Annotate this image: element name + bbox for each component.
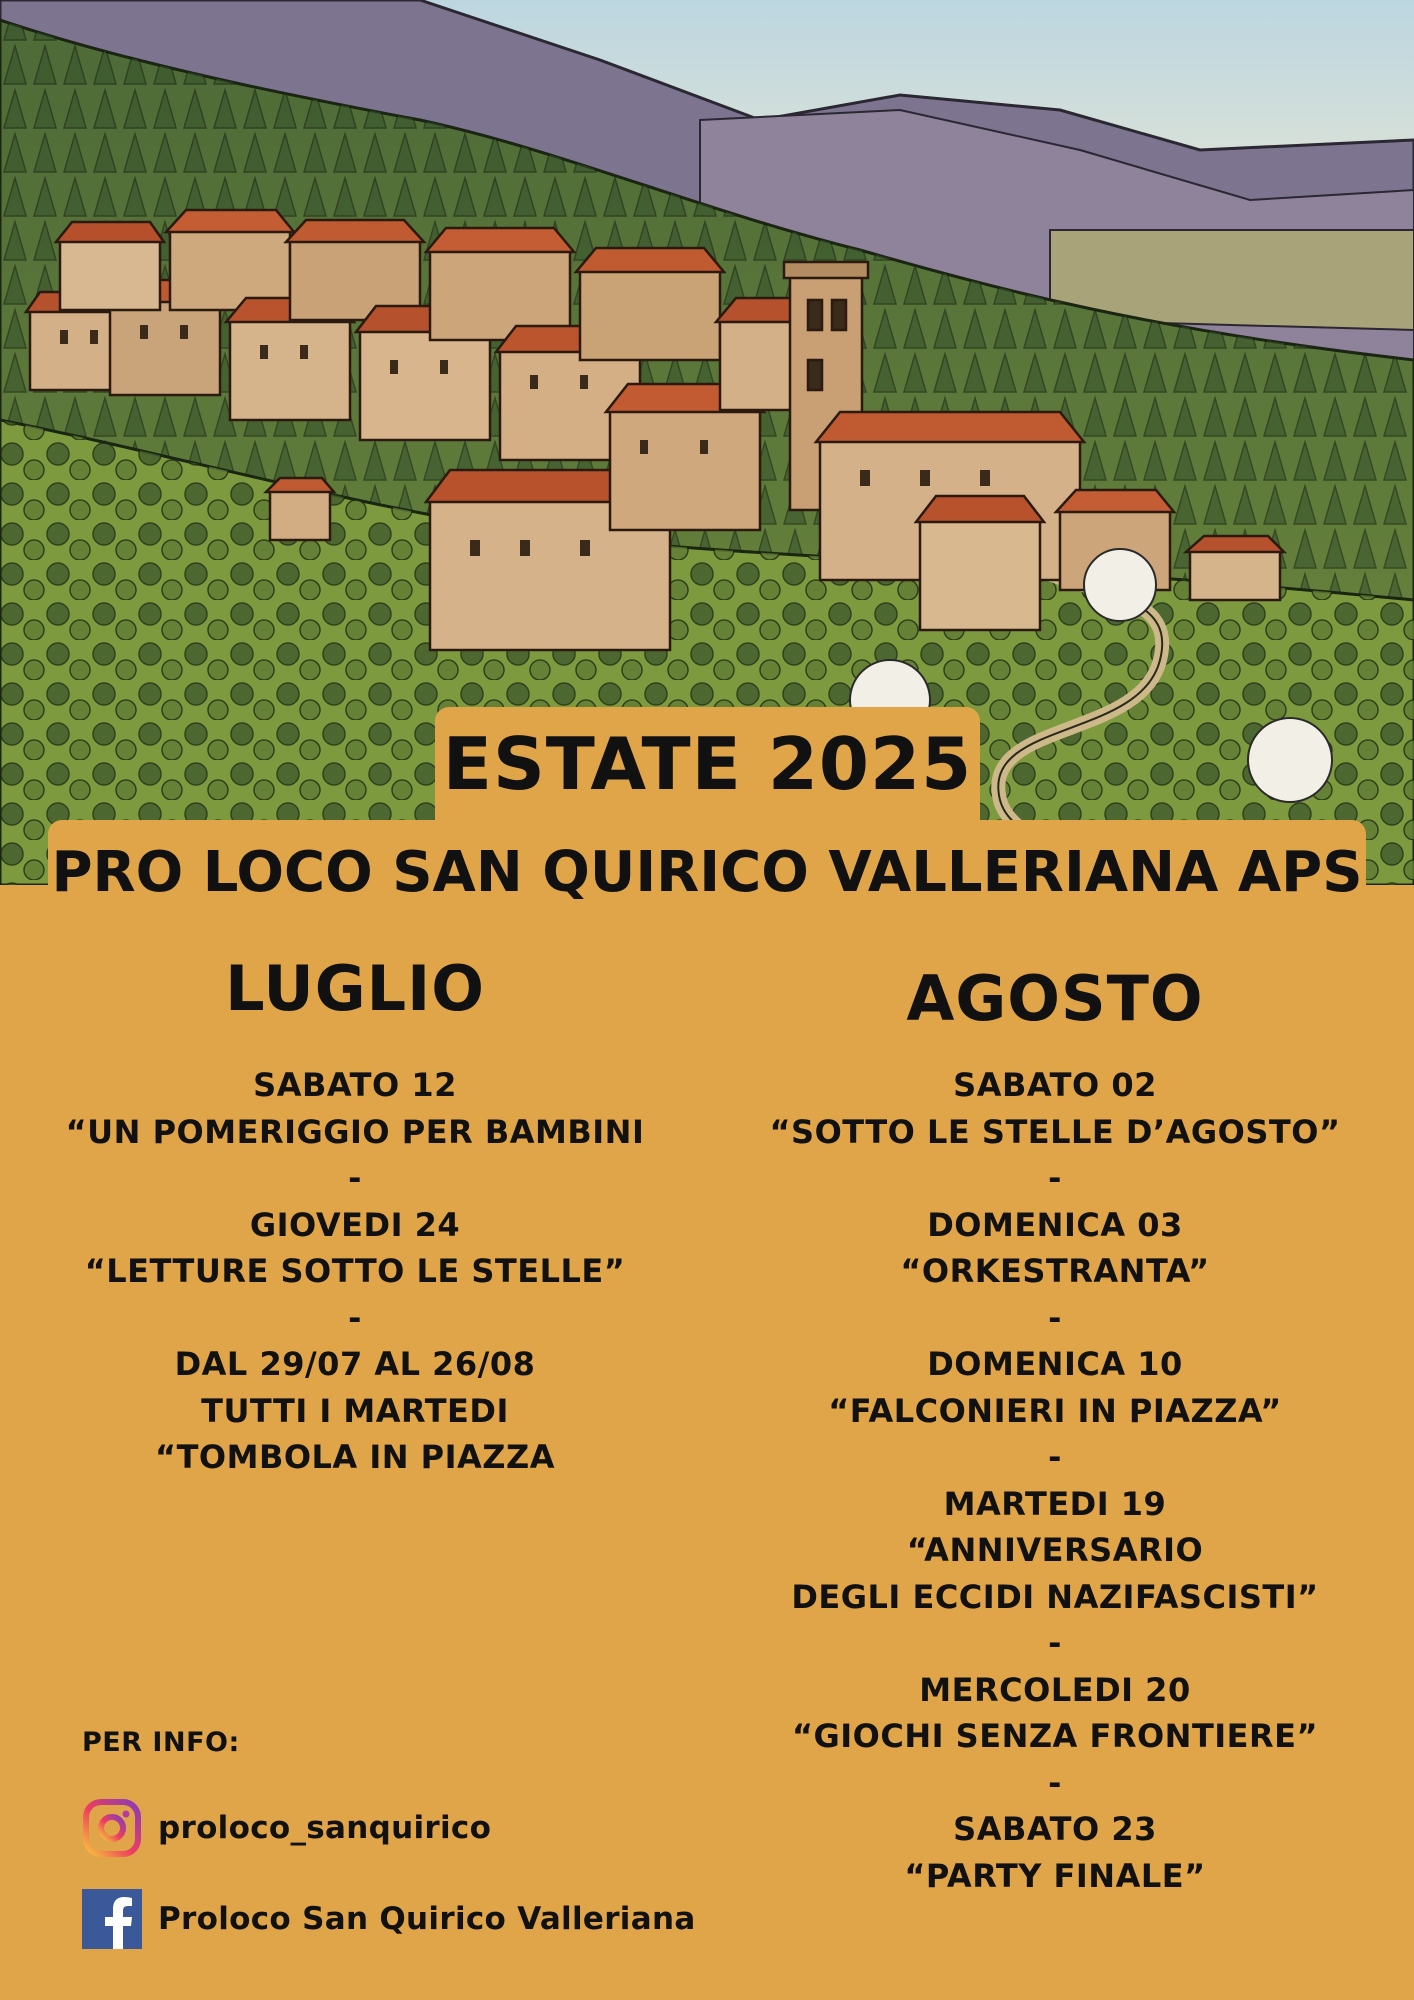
event-line: SABATO 23: [953, 1810, 1157, 1848]
event-line: “FALCONIERI IN PIAZZA”: [828, 1391, 1282, 1430]
facebook-name: Proloco San Quirico Valleriana: [158, 1901, 696, 1937]
luglio-column: [40, 952, 670, 1481]
event-title: ESTATE 2025: [442, 722, 973, 806]
event-line: DOMENICA 10: [927, 1345, 1183, 1383]
event-separator: -: [1048, 1159, 1062, 1197]
instagram-handle: proloco_sanquirico: [158, 1810, 492, 1846]
event-separator: -: [348, 1298, 362, 1337]
event-line: MERCOLEDI 20: [919, 1670, 1191, 1709]
event-line: “GIOCHI SENZA FRONTIERE”: [791, 1717, 1319, 1755]
event-separator: -: [1048, 1438, 1062, 1476]
event-line: SABATO 02: [953, 1066, 1157, 1104]
event-separator: -: [348, 1159, 362, 1197]
event-line: “UN POMERIGGIO PER BAMBINI: [65, 1112, 645, 1151]
month-heading-agosto: AGOSTO: [906, 962, 1204, 1035]
event-line: TUTTI I MARTEDI: [201, 1391, 509, 1430]
facebook-link[interactable]: [82, 1889, 696, 1949]
event-separator: -: [1048, 1763, 1062, 1802]
organization-name: PRO LOCO SAN QUIRICO VALLERIANA APS: [51, 840, 1363, 905]
event-separator: -: [1048, 1298, 1062, 1337]
event-line: DOMENICA 03: [927, 1205, 1183, 1244]
luglio-events: [40, 1062, 670, 1481]
event-line: “SOTTO LE STELLE D’AGOSTO”: [769, 1112, 1341, 1151]
info-heading: PER INFO:: [82, 1727, 240, 1758]
instagram-link[interactable]: [82, 1798, 491, 1858]
facebook-icon: [82, 1889, 142, 1949]
event-line: SABATO 12: [253, 1066, 457, 1104]
event-line: “PARTY FINALE”: [904, 1856, 1206, 1895]
event-line: GIOVEDI 24: [249, 1205, 461, 1244]
agosto-events: [735, 1062, 1375, 1899]
event-line: DEGLI ECCIDI NAZIFASCISTI”: [791, 1577, 1319, 1616]
event-line: “ORKESTRANTA”: [900, 1252, 1210, 1290]
event-line: MARTEDI 19: [943, 1484, 1167, 1523]
event-line: “LETTURE SOTTO LE STELLE”: [84, 1252, 626, 1290]
event-separator: -: [1048, 1624, 1062, 1662]
agosto-column: [735, 962, 1375, 1899]
event-line: “ANNIVERSARIO: [906, 1531, 1204, 1569]
instagram-icon: [82, 1798, 142, 1858]
event-line: DAL 29/07 AL 26/08: [174, 1345, 536, 1383]
event-line: “TOMBOLA IN PIAZZA: [155, 1438, 555, 1476]
month-heading-luglio: LUGLIO: [225, 952, 485, 1025]
